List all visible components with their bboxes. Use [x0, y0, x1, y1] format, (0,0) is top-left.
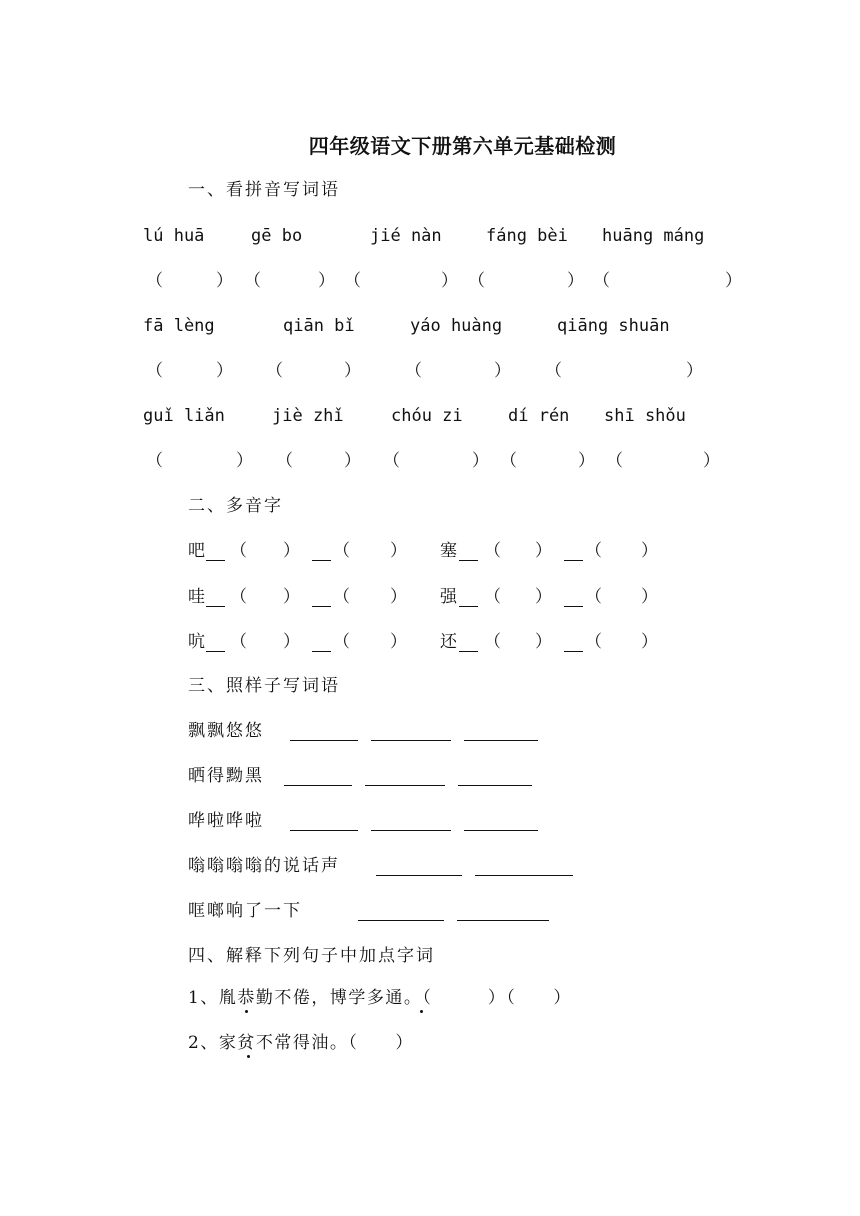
bracket-open: （ [405, 361, 423, 381]
bracket-close: ） [535, 587, 553, 607]
polyphone-char: 塞 [440, 541, 457, 561]
example-word: 晒得黝黑 [188, 766, 264, 786]
pinyin-3-3: chóu zi [391, 406, 463, 426]
bracket-close: ） [494, 361, 512, 381]
bracket-open: （ [585, 541, 603, 561]
bracket-open: （ [333, 541, 351, 561]
answer-line [371, 740, 451, 741]
bracket-open: （ [146, 271, 164, 291]
bracket-open: （ [585, 632, 603, 652]
blank-line [312, 606, 331, 607]
answer-line [365, 785, 445, 786]
bracket-close: ） [283, 541, 301, 561]
answer-line [464, 740, 538, 741]
emphasis-dot [247, 1055, 250, 1058]
blank-line [564, 651, 583, 652]
bracket-close: ） [472, 451, 490, 471]
blank-line [206, 651, 225, 652]
bracket-open: （ [230, 632, 248, 652]
pinyin-1-2: gē bo [251, 226, 303, 246]
bracket-close: ） [725, 271, 743, 291]
polyphone-char: 哇 [188, 587, 205, 607]
polyphone-char: 吭 [188, 632, 205, 652]
bracket-open: （ [484, 541, 502, 561]
blank-line [312, 651, 331, 652]
pinyin-1-5: huāng máng [602, 226, 705, 246]
example-word: 哗啦哗啦 [188, 811, 264, 831]
bracket-open: （ [344, 271, 362, 291]
answer-line [376, 875, 462, 876]
bracket-close: ） [641, 541, 659, 561]
polyphone-char: 吧 [188, 541, 205, 561]
section-2-heading: 二、多音字 [188, 496, 283, 516]
bracket-open: （ [230, 541, 248, 561]
bracket-close: ） [283, 587, 301, 607]
answer-line [371, 830, 451, 831]
bracket-open: （ [333, 632, 351, 652]
example-word: 嗡嗡嗡嗡的说话声 [188, 856, 340, 876]
polyphone-char: 强 [440, 587, 457, 607]
bracket-close: ） [216, 271, 234, 291]
blank-line [312, 560, 331, 561]
bracket-close: ） [535, 541, 553, 561]
bracket-open: （ [230, 587, 248, 607]
question-2: 2、家贫不常得油。（ ） [188, 1033, 414, 1053]
blank-line [206, 606, 225, 607]
answer-line [358, 920, 444, 921]
bracket-open: （ [484, 587, 502, 607]
answer-line [284, 785, 352, 786]
emphasis-dot [245, 1010, 248, 1013]
bracket-close: ） [567, 271, 585, 291]
pinyin-1-1: lú huā [143, 226, 205, 246]
bracket-open: （ [146, 361, 164, 381]
bracket-open: （ [333, 587, 351, 607]
bracket-close: ） [390, 587, 408, 607]
answer-line [458, 785, 532, 786]
answer-line [290, 830, 358, 831]
answer-line [475, 875, 573, 876]
bracket-close: ） [535, 632, 553, 652]
blank-line [206, 560, 225, 561]
pinyin-1-4: fáng bèi [486, 226, 568, 246]
example-word: 哐啷响了一下 [188, 901, 302, 921]
bracket-close: ） [641, 587, 659, 607]
blank-line [459, 651, 478, 652]
answer-line [457, 920, 549, 921]
pinyin-3-2: jiè zhǐ [272, 406, 344, 426]
bracket-close: ） [390, 541, 408, 561]
bracket-open: （ [244, 271, 262, 291]
bracket-open: （ [500, 451, 518, 471]
bracket-open: （ [545, 361, 563, 381]
bracket-close: ） [344, 361, 362, 381]
blank-line [459, 606, 478, 607]
pinyin-2-3: yáo huàng [410, 316, 503, 336]
bracket-close: ） [283, 632, 301, 652]
bracket-close: ） [578, 451, 596, 471]
blank-line [564, 560, 583, 561]
bracket-open: （ [585, 587, 603, 607]
bracket-close: ） [686, 361, 704, 381]
bracket-open: （ [146, 451, 164, 471]
bracket-open: （ [593, 271, 611, 291]
bracket-open: （ [484, 632, 502, 652]
polyphone-char: 还 [440, 632, 457, 652]
pinyin-2-1: fā lèng [143, 316, 215, 336]
pinyin-2-4: qiāng shuān [557, 316, 670, 336]
bracket-close: ） [441, 271, 459, 291]
section-4-heading: 四、解释下列句子中加点字词 [188, 946, 435, 966]
bracket-open: （ [468, 271, 486, 291]
section-3-heading: 三、照样子写词语 [188, 676, 340, 696]
example-word: 飘飘悠悠 [188, 721, 264, 741]
bracket-open: （ [266, 361, 284, 381]
bracket-close: ） [390, 632, 408, 652]
pinyin-2-2: qiān bǐ [283, 316, 355, 336]
bracket-open: （ [606, 451, 624, 471]
pinyin-3-5: shī shǒu [604, 406, 686, 426]
blank-line [564, 606, 583, 607]
question-1: 1、胤恭勤不倦，博学多通。（ ）（ ） [188, 988, 572, 1008]
section-1-heading: 一、看拼音写词语 [188, 180, 340, 200]
blank-line [459, 560, 478, 561]
bracket-open: （ [383, 451, 401, 471]
page-title: 四年级语文下册第六单元基础检测 [308, 134, 617, 158]
bracket-open: （ [276, 451, 294, 471]
pinyin-3-4: dí rén [508, 406, 570, 426]
bracket-close: ） [344, 451, 362, 471]
bracket-close: ） [641, 632, 659, 652]
answer-line [290, 740, 358, 741]
emphasis-dot [420, 1010, 423, 1013]
bracket-close: ） [236, 451, 254, 471]
bracket-close: ） [216, 361, 234, 381]
pinyin-3-1: guǐ liǎn [143, 406, 225, 426]
answer-line [464, 830, 538, 831]
bracket-close: ） [318, 271, 336, 291]
bracket-close: ） [703, 451, 721, 471]
pinyin-1-3: jié nàn [370, 226, 442, 246]
